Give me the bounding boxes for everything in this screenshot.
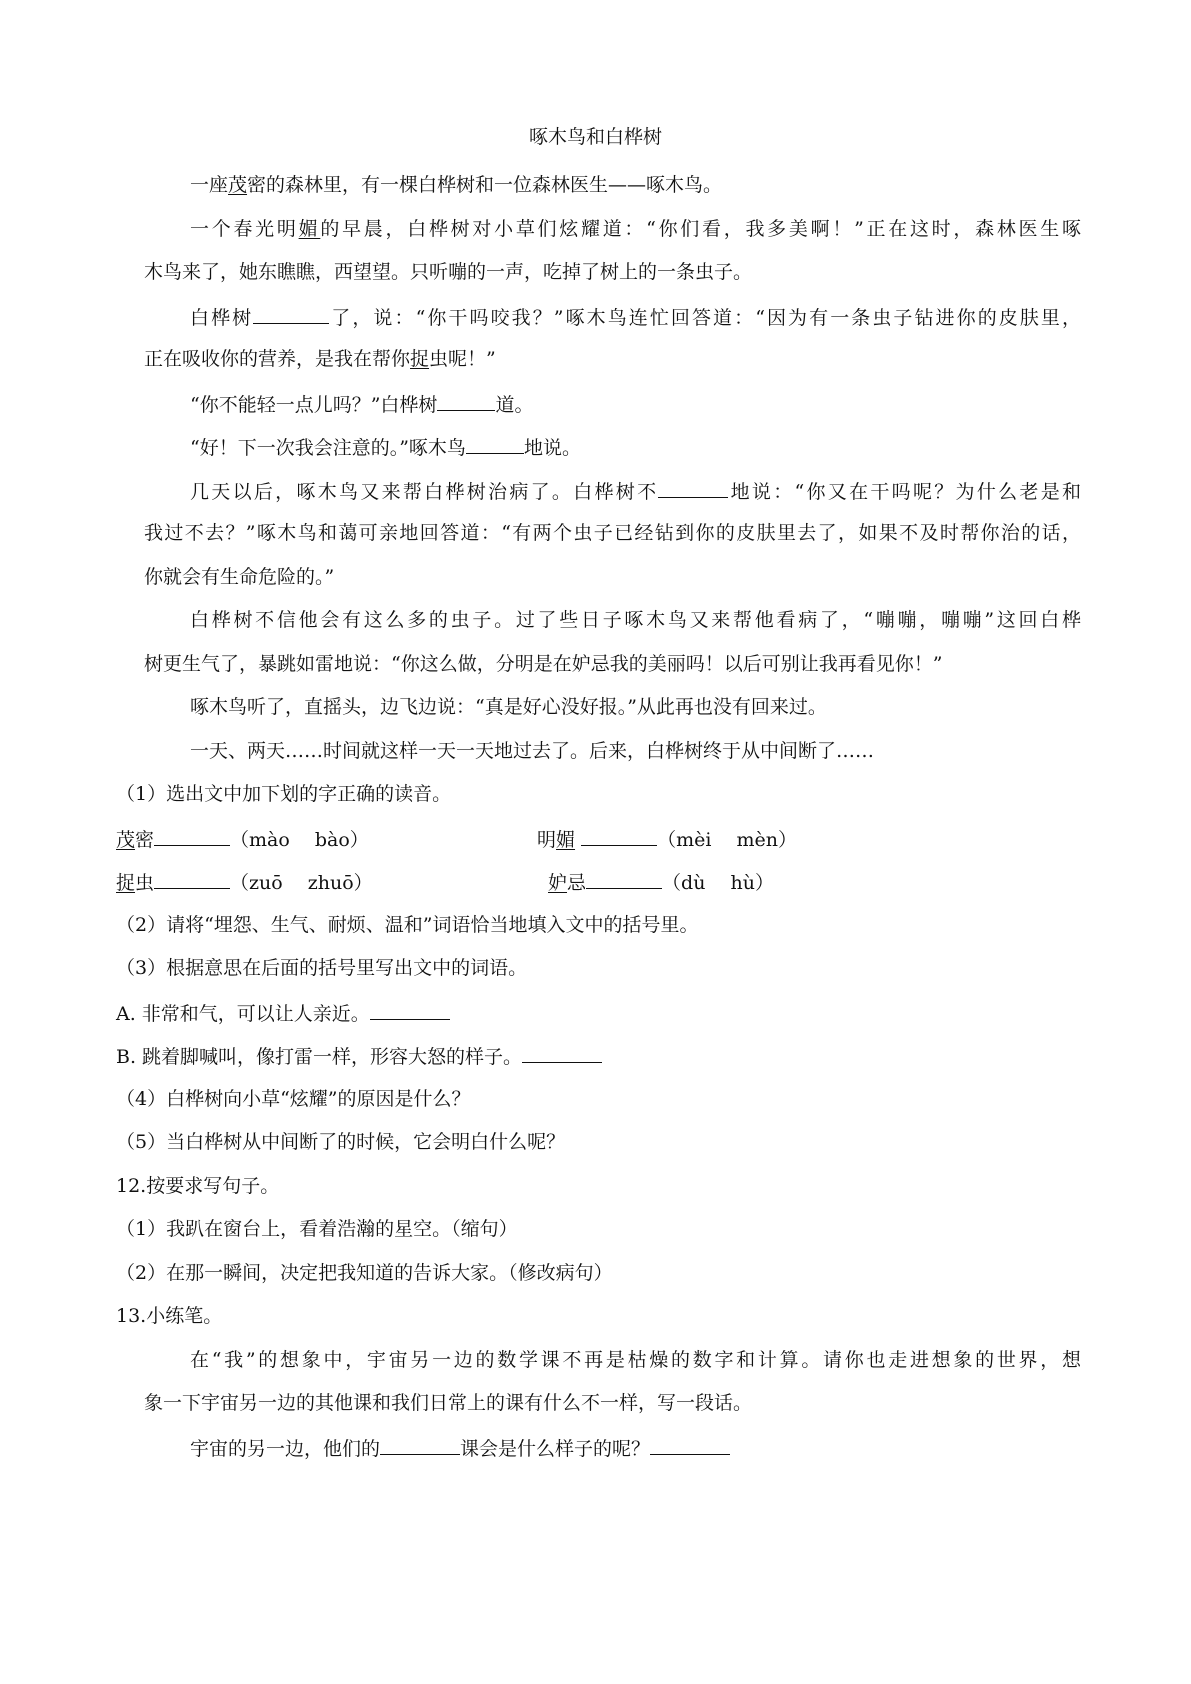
question-1: （1）选出文中加下划的字正确的读音。: [116, 783, 452, 805]
answer-blank[interactable]: [650, 1435, 730, 1455]
answer-blank[interactable]: [154, 826, 230, 846]
underlined-char: 捉: [410, 348, 430, 370]
story-paragraph-1: 一座茂密的森林里，有一棵白桦树和一位森林医生——啄木鸟。: [190, 174, 723, 196]
fill-blank[interactable]: [658, 478, 728, 498]
section-13-prompt-cont: 象一下宇宙另一边的其他课和我们日常上的课有什么不一样，写一段话。: [144, 1392, 753, 1414]
answer-blank[interactable]: [380, 1435, 460, 1455]
underlined-char: 捉: [116, 872, 136, 894]
section-12-heading: 12.按要求写句子。: [116, 1175, 280, 1197]
story-paragraph-2: 一个春光明媚的早晨，白桦树对小草们炫耀道：“你们看，我多美啊！”正在这时，森林医生啄: [190, 218, 1081, 240]
story-paragraph-8: 啄木鸟听了，直摇头，边飞边说：“真是好心没好报。”从此再也没有回来过。: [190, 696, 827, 718]
story-line: 正在吸收你的营养，是我在帮你捉虫呢！”: [144, 348, 496, 370]
question-5: （5）当白桦树从中间断了的时候，它会明白什么呢？: [116, 1131, 566, 1153]
question-3: （3）根据意思在后面的括号里写出文中的词语。: [116, 957, 528, 979]
question-2: （2）请将“埋怨、生气、耐烦、温和”词语恰当地填入文中的括号里。: [116, 914, 699, 936]
pronunciation-item-3: 捉虫 （zuō zhuō）: [116, 869, 373, 895]
story-paragraph-4: “你不能轻一点儿吗？”白桦树 道。: [190, 391, 1081, 417]
section-13-prompt: 在“我”的想象中，宇宙另一边的数学课不再是枯燥的数字和计算。请你也走进想象的世界，想: [190, 1349, 1081, 1371]
fill-blank[interactable]: [466, 434, 524, 454]
pronunciation-item-4: 妒忌 （dù hù）: [548, 869, 774, 895]
story-paragraph-7: 白桦树不信他会有这么多的虫子。过了些日子啄木鸟又来帮他看病了，“嘣嘣，嘣嘣”这回白桦: [190, 609, 1081, 631]
answer-blank[interactable]: [370, 1000, 450, 1020]
section-13-writing-line: 宇宙的另一边，他们的 课会是什么样子的呢？: [190, 1435, 1081, 1461]
question-3b: B. 跳着脚喊叫，像打雷一样，形容大怒的样子。: [116, 1043, 1081, 1069]
fill-blank[interactable]: [253, 304, 329, 324]
story-paragraph-6: 几天以后，啄木鸟又来帮白桦树治病了。白桦树不 地说：“你又在干吗呢？为什么老是和: [190, 478, 1081, 504]
pronunciation-item-2: 明媚 （mèi mèn）: [537, 826, 797, 852]
story-paragraph-5: “好！下一次我会注意的。”啄木鸟 地说。: [190, 434, 1081, 460]
answer-blank[interactable]: [522, 1043, 602, 1063]
story-line: 木鸟来了，她东瞧瞧，西望望。只听嘣的一声，吃掉了树上的一条虫子。: [144, 261, 753, 283]
answer-blank[interactable]: [154, 869, 230, 889]
underlined-char: 茂: [116, 829, 136, 851]
answer-blank[interactable]: [581, 826, 657, 846]
question-4: （4）白桦树向小草“炫耀”的原因是什么？: [116, 1088, 471, 1110]
story-line: 树更生气了，暴跳如雷地说：“你这么做，分明是在妒忌我的美丽吗！以后可别让我再看见你！”: [144, 653, 943, 675]
answer-blank[interactable]: [586, 869, 662, 889]
fill-blank[interactable]: [437, 391, 495, 411]
underlined-char: 媚: [556, 829, 576, 851]
story-paragraph-3: 白桦树 了，说：“你干吗咬我？”啄木鸟连忙回答道：“因为有一条虫子钻进你的皮肤里，: [190, 304, 1081, 330]
pronunciation-item-1: 茂密 （mào bào）: [116, 826, 369, 852]
story-line: 你就会有生命危险的。”: [144, 566, 335, 588]
underlined-char: 妒: [548, 872, 568, 894]
section-12-item-1: （1）我趴在窗台上，看着浩瀚的星空。（缩句）: [116, 1218, 518, 1240]
underlined-char: 茂: [228, 174, 248, 196]
story-line: 我过不去？”啄木鸟和蔼可亲地回答道：“有两个虫子已经钻到你的皮肤里去了，如果不及时帮你治的话，: [144, 522, 1081, 544]
story-paragraph-9: 一天、两天……时间就这样一天一天地过去了。后来，白桦树终于从中间断了……: [190, 740, 875, 762]
passage-title: 啄木鸟和白桦树: [528, 126, 662, 148]
question-3a: A. 非常和气，可以让人亲近。: [116, 1000, 1081, 1026]
section-13-heading: 13.小练笔。: [116, 1305, 223, 1327]
underlined-char: 媚: [298, 218, 321, 240]
section-12-item-2: （2）在那一瞬间，决定把我知道的告诉大家。（修改病句）: [116, 1262, 613, 1284]
